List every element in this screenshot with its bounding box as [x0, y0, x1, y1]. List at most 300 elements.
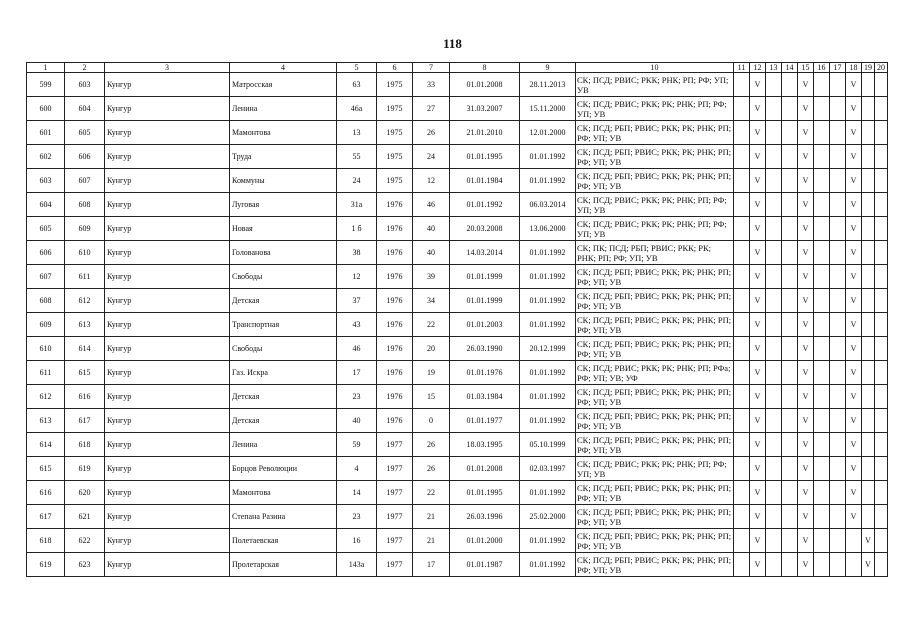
- row-index-cell: 609: [27, 313, 65, 337]
- flag-cell-11: [734, 97, 750, 121]
- flag-cell-12: V: [750, 337, 766, 361]
- flag-cell-20: [875, 481, 888, 505]
- flag-cell-14: [782, 241, 798, 265]
- table-row: [27, 409, 888, 433]
- flag-cell-20: [875, 121, 888, 145]
- flag-cell-15: V: [798, 553, 814, 577]
- flag-cell-11: [734, 169, 750, 193]
- condition-codes-cell: СК; ПСД; РБП; РВИС; РКК; РК; РНК; РП; РФ; УП; УВ: [576, 169, 734, 193]
- flag-cell-16: [814, 97, 830, 121]
- date-inspection-cell: 01.01.2008: [450, 73, 520, 97]
- date-registration-cell: 01.01.1992: [520, 529, 576, 553]
- house-number-cell: 55: [337, 145, 377, 169]
- house-number-cell: 46а: [337, 97, 377, 121]
- street-cell: Детская: [230, 409, 337, 433]
- street-cell: Борцов Революции: [230, 457, 337, 481]
- record-number-cell: 613: [65, 313, 105, 337]
- flag-cell-19: [862, 337, 875, 361]
- table-row: [27, 193, 888, 217]
- record-number-cell: 619: [65, 457, 105, 481]
- record-number-cell: 618: [65, 433, 105, 457]
- city-cell: Кунгур: [105, 529, 230, 553]
- flag-cell-18: V: [846, 433, 862, 457]
- flag-cell-11: [734, 433, 750, 457]
- flag-cell-15: V: [798, 265, 814, 289]
- row-index-cell: 604: [27, 193, 65, 217]
- flag-cell-15: V: [798, 217, 814, 241]
- flag-cell-17: [830, 505, 846, 529]
- flag-cell-13: [766, 313, 782, 337]
- wear-percent-cell: 22: [413, 481, 450, 505]
- column-header-14: 14: [782, 63, 798, 73]
- date-inspection-cell: 01.01.2000: [450, 529, 520, 553]
- flag-cell-13: [766, 481, 782, 505]
- flag-cell-20: [875, 193, 888, 217]
- flag-cell-12: V: [750, 481, 766, 505]
- flag-cell-19: [862, 361, 875, 385]
- condition-codes-cell: СК; ПСД; РБП; РВИС; РКК; РК; РНК; РП; РФ; УП; УВ: [576, 529, 734, 553]
- flag-cell-19: [862, 313, 875, 337]
- flag-cell-16: [814, 553, 830, 577]
- row-index-cell: 617: [27, 505, 65, 529]
- flag-cell-20: [875, 73, 888, 97]
- city-cell: Кунгур: [105, 337, 230, 361]
- date-registration-cell: 15.11.2000: [520, 97, 576, 121]
- build-year-cell: 1976: [377, 193, 413, 217]
- flag-cell-14: [782, 337, 798, 361]
- flag-cell-14: [782, 73, 798, 97]
- column-header-19: 19: [862, 63, 875, 73]
- flag-cell-16: [814, 481, 830, 505]
- flag-cell-15: V: [798, 529, 814, 553]
- flag-cell-13: [766, 409, 782, 433]
- flag-cell-18: V: [846, 289, 862, 313]
- flag-cell-14: [782, 553, 798, 577]
- flag-cell-11: [734, 457, 750, 481]
- flag-cell-12: V: [750, 73, 766, 97]
- flag-cell-12: V: [750, 265, 766, 289]
- flag-cell-12: V: [750, 193, 766, 217]
- flag-cell-11: [734, 121, 750, 145]
- wear-percent-cell: 26: [413, 457, 450, 481]
- flag-cell-17: [830, 217, 846, 241]
- record-number-cell: 604: [65, 97, 105, 121]
- record-number-cell: 608: [65, 193, 105, 217]
- flag-cell-18: V: [846, 409, 862, 433]
- city-cell: Кунгур: [105, 145, 230, 169]
- flag-cell-13: [766, 505, 782, 529]
- flag-cell-11: [734, 361, 750, 385]
- date-inspection-cell: 01.01.1987: [450, 553, 520, 577]
- flag-cell-16: [814, 217, 830, 241]
- date-registration-cell: 02.03.1997: [520, 457, 576, 481]
- flag-cell-13: [766, 361, 782, 385]
- flag-cell-19: [862, 193, 875, 217]
- flag-cell-19: [862, 265, 875, 289]
- date-registration-cell: 05.10.1999: [520, 433, 576, 457]
- flag-cell-11: [734, 481, 750, 505]
- flag-cell-16: [814, 289, 830, 313]
- house-number-cell: 40: [337, 409, 377, 433]
- flag-cell-19: [862, 145, 875, 169]
- flag-cell-11: [734, 73, 750, 97]
- condition-codes-cell: СК; ПСД; РБП; РВИС; РКК; РК; РНК; РП; РФ; УП; УВ: [576, 121, 734, 145]
- street-cell: Свободы: [230, 337, 337, 361]
- date-inspection-cell: 01.01.1999: [450, 265, 520, 289]
- date-inspection-cell: 20.03.2008: [450, 217, 520, 241]
- row-index-cell: 600: [27, 97, 65, 121]
- flag-cell-12: V: [750, 433, 766, 457]
- flag-cell-19: [862, 433, 875, 457]
- house-number-cell: 4: [337, 457, 377, 481]
- street-cell: Степана Разина: [230, 505, 337, 529]
- condition-codes-cell: СК; ПСД; РБП; РВИС; РКК; РК; РНК; РП; РФ; УП; УВ: [576, 337, 734, 361]
- street-cell: Газ. Искра: [230, 361, 337, 385]
- street-cell: Детская: [230, 385, 337, 409]
- flag-cell-12: V: [750, 505, 766, 529]
- column-header-20: 20: [875, 63, 888, 73]
- date-inspection-cell: 26.03.1990: [450, 337, 520, 361]
- row-index-cell: 612: [27, 385, 65, 409]
- table-row: [27, 217, 888, 241]
- flag-cell-12: V: [750, 145, 766, 169]
- flag-cell-18: V: [846, 73, 862, 97]
- flag-cell-20: [875, 433, 888, 457]
- flag-cell-20: [875, 529, 888, 553]
- build-year-cell: 1975: [377, 145, 413, 169]
- flag-cell-14: [782, 409, 798, 433]
- flag-cell-14: [782, 433, 798, 457]
- flag-cell-14: [782, 505, 798, 529]
- flag-cell-14: [782, 193, 798, 217]
- build-year-cell: 1976: [377, 217, 413, 241]
- flag-cell-17: [830, 289, 846, 313]
- date-registration-cell: 01.01.1992: [520, 241, 576, 265]
- flag-cell-15: V: [798, 361, 814, 385]
- column-header-4: 4: [230, 63, 337, 73]
- record-number-cell: 607: [65, 169, 105, 193]
- flag-cell-17: [830, 265, 846, 289]
- city-cell: Кунгур: [105, 313, 230, 337]
- flag-cell-19: [862, 505, 875, 529]
- table-row: [27, 457, 888, 481]
- date-inspection-cell: 14.03.2014: [450, 241, 520, 265]
- flag-cell-17: [830, 529, 846, 553]
- flag-cell-19: [862, 385, 875, 409]
- record-number-cell: 606: [65, 145, 105, 169]
- flag-cell-14: [782, 289, 798, 313]
- row-index-cell: 602: [27, 145, 65, 169]
- row-index-cell: 606: [27, 241, 65, 265]
- build-year-cell: 1976: [377, 313, 413, 337]
- flag-cell-14: [782, 481, 798, 505]
- row-index-cell: 616: [27, 481, 65, 505]
- flag-cell-11: [734, 217, 750, 241]
- row-index-cell: 613: [27, 409, 65, 433]
- wear-percent-cell: 39: [413, 265, 450, 289]
- build-year-cell: 1977: [377, 433, 413, 457]
- flag-cell-11: [734, 409, 750, 433]
- date-inspection-cell: 01.01.1976: [450, 361, 520, 385]
- flag-cell-17: [830, 145, 846, 169]
- build-year-cell: 1977: [377, 457, 413, 481]
- table-row: [27, 313, 888, 337]
- street-cell: Голованова: [230, 241, 337, 265]
- flag-cell-20: [875, 265, 888, 289]
- condition-codes-cell: СК; ПСД; РБП; РВИС; РКК; РК; РНК; РП; РФ; УП; УВ: [576, 265, 734, 289]
- street-cell: Полетаевская: [230, 529, 337, 553]
- column-header-11: 11: [734, 63, 750, 73]
- flag-cell-17: [830, 553, 846, 577]
- flag-cell-16: [814, 385, 830, 409]
- house-number-cell: 37: [337, 289, 377, 313]
- condition-codes-cell: СК; ПСД; РБП; РВИС; РКК; РК; РНК; РП; РФ; УП; УВ: [576, 313, 734, 337]
- street-cell: Мамонтова: [230, 121, 337, 145]
- flag-cell-13: [766, 433, 782, 457]
- flag-cell-14: [782, 145, 798, 169]
- condition-codes-cell: СК; ПСД; РВИС; РКК; РК; РНК; РП; РФ; УП; УВ: [576, 457, 734, 481]
- wear-percent-cell: 21: [413, 505, 450, 529]
- city-cell: Кунгур: [105, 217, 230, 241]
- city-cell: Кунгур: [105, 553, 230, 577]
- flag-cell-13: [766, 97, 782, 121]
- condition-codes-cell: СК; ПСД; РБП; РВИС; РКК; РК; РНК; РП; РФ; УП; УВ: [576, 289, 734, 313]
- flag-cell-18: V: [846, 193, 862, 217]
- column-header-2: 2: [65, 63, 105, 73]
- city-cell: Кунгур: [105, 265, 230, 289]
- date-registration-cell: 01.01.1992: [520, 553, 576, 577]
- flag-cell-14: [782, 121, 798, 145]
- date-registration-cell: 01.01.1992: [520, 385, 576, 409]
- date-inspection-cell: 31.03.2007: [450, 97, 520, 121]
- record-number-cell: 623: [65, 553, 105, 577]
- flag-cell-20: [875, 409, 888, 433]
- flag-cell-19: [862, 97, 875, 121]
- flag-cell-20: [875, 97, 888, 121]
- register-table: [26, 62, 888, 577]
- flag-cell-19: [862, 169, 875, 193]
- flag-cell-19: [862, 481, 875, 505]
- date-registration-cell: 01.01.1992: [520, 361, 576, 385]
- build-year-cell: 1976: [377, 385, 413, 409]
- condition-codes-cell: СК; ПСД; РВИС; РКК; РК; РНК; РП; РФ; УП; УВ: [576, 97, 734, 121]
- date-registration-cell: 20.12.1999: [520, 337, 576, 361]
- flag-cell-17: [830, 481, 846, 505]
- date-registration-cell: 01.01.1992: [520, 169, 576, 193]
- wear-percent-cell: 34: [413, 289, 450, 313]
- street-cell: Новая: [230, 217, 337, 241]
- flag-cell-16: [814, 169, 830, 193]
- date-registration-cell: 13.06.2000: [520, 217, 576, 241]
- date-registration-cell: 01.01.1992: [520, 145, 576, 169]
- build-year-cell: 1975: [377, 97, 413, 121]
- flag-cell-15: V: [798, 241, 814, 265]
- flag-cell-18: V: [846, 97, 862, 121]
- flag-cell-15: V: [798, 433, 814, 457]
- flag-cell-15: V: [798, 337, 814, 361]
- flag-cell-13: [766, 457, 782, 481]
- flag-cell-16: [814, 313, 830, 337]
- flag-cell-15: V: [798, 505, 814, 529]
- flag-cell-12: V: [750, 529, 766, 553]
- record-number-cell: 603: [65, 73, 105, 97]
- column-header-13: 13: [766, 63, 782, 73]
- house-number-cell: 38: [337, 241, 377, 265]
- table-row: [27, 121, 888, 145]
- house-number-cell: 143а: [337, 553, 377, 577]
- build-year-cell: 1975: [377, 73, 413, 97]
- date-registration-cell: 28.11.2013: [520, 73, 576, 97]
- house-number-cell: 59: [337, 433, 377, 457]
- flag-cell-20: [875, 241, 888, 265]
- flag-cell-17: [830, 313, 846, 337]
- flag-cell-16: [814, 433, 830, 457]
- flag-cell-18: V: [846, 121, 862, 145]
- table-row: [27, 73, 888, 97]
- flag-cell-16: [814, 73, 830, 97]
- flag-cell-11: [734, 505, 750, 529]
- build-year-cell: 1975: [377, 121, 413, 145]
- row-index-cell: 618: [27, 529, 65, 553]
- house-number-cell: 43: [337, 313, 377, 337]
- flag-cell-12: V: [750, 409, 766, 433]
- row-index-cell: 611: [27, 361, 65, 385]
- flag-cell-16: [814, 337, 830, 361]
- date-inspection-cell: 01.01.1984: [450, 169, 520, 193]
- build-year-cell: 1976: [377, 265, 413, 289]
- flag-cell-17: [830, 457, 846, 481]
- flag-cell-19: [862, 241, 875, 265]
- flag-cell-14: [782, 97, 798, 121]
- column-header-18: 18: [846, 63, 862, 73]
- city-cell: Кунгур: [105, 361, 230, 385]
- flag-cell-20: [875, 337, 888, 361]
- date-inspection-cell: 01.01.1995: [450, 145, 520, 169]
- street-cell: Пролетарская: [230, 553, 337, 577]
- column-header-6: 6: [377, 63, 413, 73]
- build-year-cell: 1976: [377, 241, 413, 265]
- flag-cell-17: [830, 337, 846, 361]
- flag-cell-13: [766, 337, 782, 361]
- date-registration-cell: 01.01.1992: [520, 265, 576, 289]
- flag-cell-12: V: [750, 241, 766, 265]
- flag-cell-20: [875, 505, 888, 529]
- flag-cell-14: [782, 265, 798, 289]
- city-cell: Кунгур: [105, 289, 230, 313]
- house-number-cell: 1 б: [337, 217, 377, 241]
- condition-codes-cell: СК; ПСД; РБП; РВИС; РКК; РК; РНК; РП; РФ; УП; УВ: [576, 385, 734, 409]
- table-row: [27, 553, 888, 577]
- flag-cell-15: V: [798, 121, 814, 145]
- flag-cell-14: [782, 169, 798, 193]
- house-number-cell: 23: [337, 385, 377, 409]
- city-cell: Кунгур: [105, 169, 230, 193]
- date-registration-cell: 12.01.2000: [520, 121, 576, 145]
- flag-cell-19: [862, 409, 875, 433]
- wear-percent-cell: 33: [413, 73, 450, 97]
- flag-cell-12: V: [750, 121, 766, 145]
- flag-cell-19: V: [862, 553, 875, 577]
- date-registration-cell: 01.01.1992: [520, 481, 576, 505]
- column-header-3: 3: [105, 63, 230, 73]
- flag-cell-14: [782, 385, 798, 409]
- flag-cell-12: V: [750, 97, 766, 121]
- wear-percent-cell: 17: [413, 553, 450, 577]
- house-number-cell: 46: [337, 337, 377, 361]
- date-inspection-cell: 01.01.1992: [450, 193, 520, 217]
- flag-cell-19: [862, 121, 875, 145]
- condition-codes-cell: СК; ПК; ПСД; РБП; РВИС; РКК; РК; РНК; РП; РФ; УП; УВ: [576, 241, 734, 265]
- table-row: [27, 433, 888, 457]
- date-inspection-cell: 01.01.1977: [450, 409, 520, 433]
- flag-cell-20: [875, 385, 888, 409]
- flag-cell-13: [766, 529, 782, 553]
- build-year-cell: 1976: [377, 361, 413, 385]
- flag-cell-14: [782, 313, 798, 337]
- flag-cell-11: [734, 529, 750, 553]
- flag-cell-16: [814, 193, 830, 217]
- street-cell: Коммуны: [230, 169, 337, 193]
- flag-cell-12: V: [750, 169, 766, 193]
- flag-cell-17: [830, 193, 846, 217]
- city-cell: Кунгур: [105, 73, 230, 97]
- table-row: [27, 505, 888, 529]
- street-cell: Детская: [230, 289, 337, 313]
- condition-codes-cell: СК; ПСД; РВИС; РКК; РК; РНК; РП; РФ; УП; УВ: [576, 193, 734, 217]
- record-number-cell: 610: [65, 241, 105, 265]
- table-row: [27, 289, 888, 313]
- flag-cell-16: [814, 145, 830, 169]
- flag-cell-20: [875, 313, 888, 337]
- flag-cell-11: [734, 385, 750, 409]
- date-registration-cell: 01.01.1992: [520, 313, 576, 337]
- flag-cell-18: V: [846, 313, 862, 337]
- record-number-cell: 616: [65, 385, 105, 409]
- street-cell: Труда: [230, 145, 337, 169]
- flag-cell-19: [862, 217, 875, 241]
- build-year-cell: 1975: [377, 169, 413, 193]
- house-number-cell: 14: [337, 481, 377, 505]
- column-header-9: 9: [520, 63, 576, 73]
- house-number-cell: 23: [337, 505, 377, 529]
- city-cell: Кунгур: [105, 457, 230, 481]
- table-row: [27, 265, 888, 289]
- flag-cell-11: [734, 313, 750, 337]
- flag-cell-20: [875, 145, 888, 169]
- build-year-cell: 1977: [377, 481, 413, 505]
- table-row: [27, 385, 888, 409]
- flag-cell-14: [782, 361, 798, 385]
- flag-cell-15: V: [798, 193, 814, 217]
- record-number-cell: 621: [65, 505, 105, 529]
- house-number-cell: 12: [337, 265, 377, 289]
- city-cell: Кунгур: [105, 481, 230, 505]
- page-number: 118: [443, 36, 462, 51]
- flag-cell-17: [830, 97, 846, 121]
- flag-cell-13: [766, 241, 782, 265]
- flag-cell-12: V: [750, 361, 766, 385]
- flag-cell-17: [830, 433, 846, 457]
- flag-cell-20: [875, 361, 888, 385]
- row-index-cell: 615: [27, 457, 65, 481]
- row-index-cell: 610: [27, 337, 65, 361]
- record-number-cell: 611: [65, 265, 105, 289]
- record-number-cell: 612: [65, 289, 105, 313]
- flag-cell-15: V: [798, 145, 814, 169]
- flag-cell-17: [830, 241, 846, 265]
- table-row: [27, 481, 888, 505]
- flag-cell-15: V: [798, 289, 814, 313]
